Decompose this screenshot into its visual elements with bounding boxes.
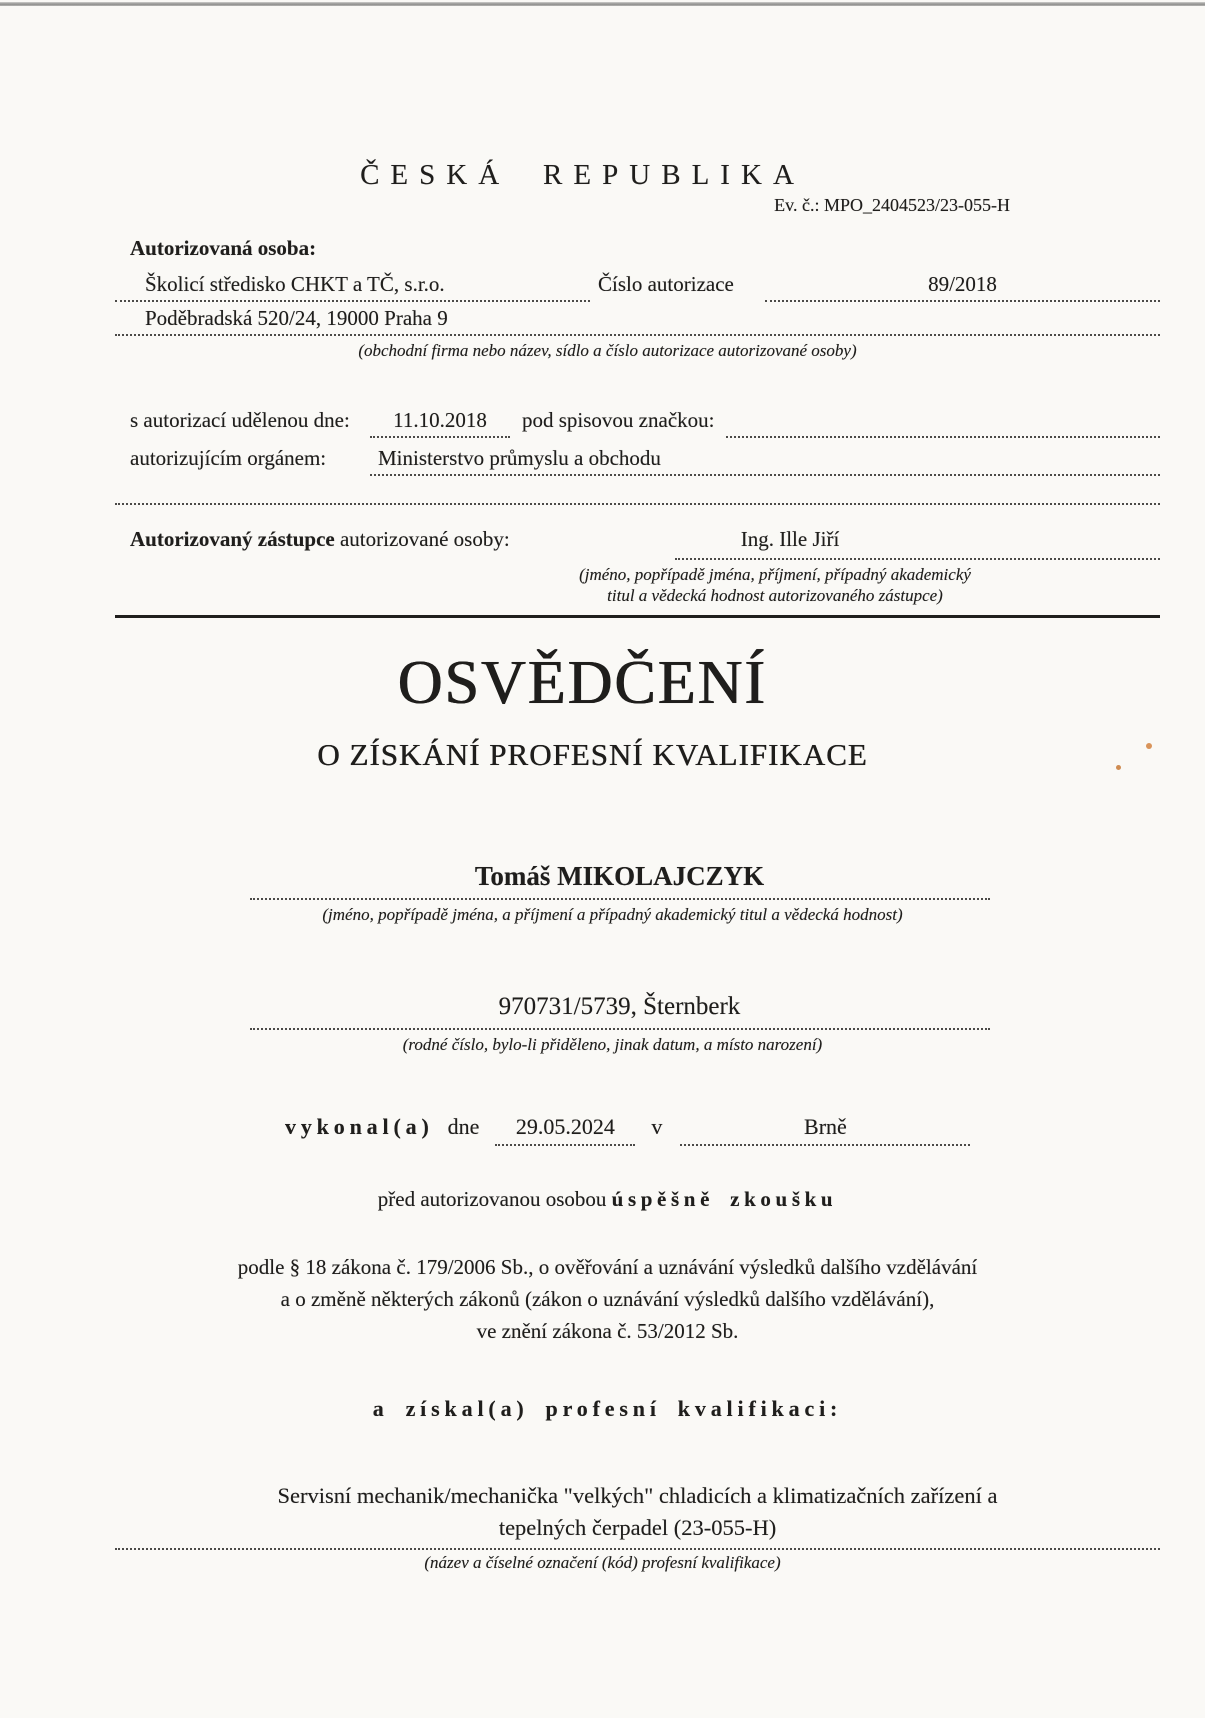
registration-number: Ev. č.: MPO_2404523/23-055-H [774, 195, 1010, 215]
authority-label: autorizujícím orgánem: [130, 446, 327, 470]
representative-name: Ing. Ille Jiří [740, 527, 840, 551]
holder-name: Tomáš MIKOLAJCZYK [250, 860, 990, 900]
authorization-number-label: Číslo autorizace [598, 272, 734, 296]
authorized-person-address-row [115, 305, 1160, 336]
exam-row [115, 1113, 1160, 1146]
authorization-date-row [115, 407, 1160, 438]
law-reference-line2: a o změně některých zákonů (zákon o uznávání výsledků dalšího vzdělávání), [280, 1287, 935, 1311]
authority-row [115, 445, 1160, 476]
holder-birth-caption: (rodné číslo, bylo-li přiděleno, jinak datum, a místo narození) [402, 1035, 823, 1054]
certificate-subtitle: O ZÍSKÁNÍ PROFESNÍ KVALIFIKACE [317, 737, 868, 772]
authority-value: Ministerstvo průmyslu a obchodu [370, 445, 1160, 476]
divider-line [115, 615, 1160, 618]
representative-label-bold: Autorizovaný zástupce [130, 527, 335, 551]
dotted-line [115, 503, 1160, 505]
representative-caption-line2: titul a vědecká hodnost autorizovaného zástupce) [607, 586, 943, 605]
qualification-name-line2: tepelných čerpadel (23-055-H) [498, 1515, 777, 1540]
exam-statement-success: úspěšně zkoušku [611, 1187, 838, 1211]
granted-date-label: s autorizací udělenou dne: [130, 408, 350, 432]
exam-place-value: Brně [680, 1113, 970, 1146]
representative-row [115, 526, 1160, 560]
law-reference-line1: podle § 18 zákona č. 179/2006 Sb., o ověřování a uznávání výsledků dalšího vzdělávání [237, 1255, 978, 1279]
certificate-title: OSVĚDČENÍ [397, 649, 768, 717]
qualification-caption: (název a číselné označení (kód) profesní kvalifikace) [424, 1553, 781, 1572]
qualification-name [115, 1480, 1160, 1550]
country-title: ČESKÁ REPUBLIKA [360, 159, 805, 191]
authorized-person-label: Autorizovaná osoba: [130, 236, 317, 260]
exam-statement [85, 1186, 1130, 1213]
gained-qualification-label: a získal(a) profesní kvalifikaci: [372, 1396, 843, 1421]
authorized-person-address: Poděbradská 520/24, 19000 Praha 9 [115, 305, 1160, 336]
exam-place-label: v [651, 1114, 663, 1139]
law-reference-line3: ve znění zákona č. 53/2012 Sb. [476, 1319, 739, 1343]
law-reference [85, 1251, 1130, 1347]
exam-statement-plain: před autorizovanou osobou [377, 1187, 607, 1211]
representative-label-rest: autorizované osoby: [334, 527, 510, 551]
document-content [0, 158, 1205, 1573]
exam-date-value: 29.05.2024 [495, 1113, 635, 1146]
authorized-person-caption: (obchodní firma nebo název, sídlo a číslo autorizace autorizované osoby) [358, 341, 857, 360]
scan-edge-line [0, 2, 1205, 6]
file-number-value [726, 433, 1160, 438]
exam-date-label: dne [447, 1114, 480, 1139]
representative-label [115, 526, 575, 552]
qualification-name-line1: Servisní mechanik/mechanička "velkých" chladicích a klimatizačních zařízení a [277, 1483, 998, 1508]
holder-name-caption: (jméno, popřípadě jména, a příjmení a případný akademický titul a vědecká hodnost) [322, 905, 903, 924]
representative-caption-line1: (jméno, popřípadě jména, příjmení, případný akademický [579, 565, 971, 584]
representative-caption [560, 564, 990, 606]
authorization-number-value: 89/2018 [765, 271, 1160, 302]
performed-label: vykonal(a) [285, 1114, 434, 1139]
authorized-person-row [115, 271, 1160, 302]
holder-birth-info: 970731/5739, Šternberk [250, 991, 990, 1030]
authorized-person-name: Školicí středisko CHKT a TČ, s.r.o. [115, 271, 590, 302]
granted-date-value: 11.10.2018 [370, 407, 510, 438]
representative-field [575, 526, 1160, 560]
file-number-label: pod spisovou značkou: [522, 408, 715, 432]
